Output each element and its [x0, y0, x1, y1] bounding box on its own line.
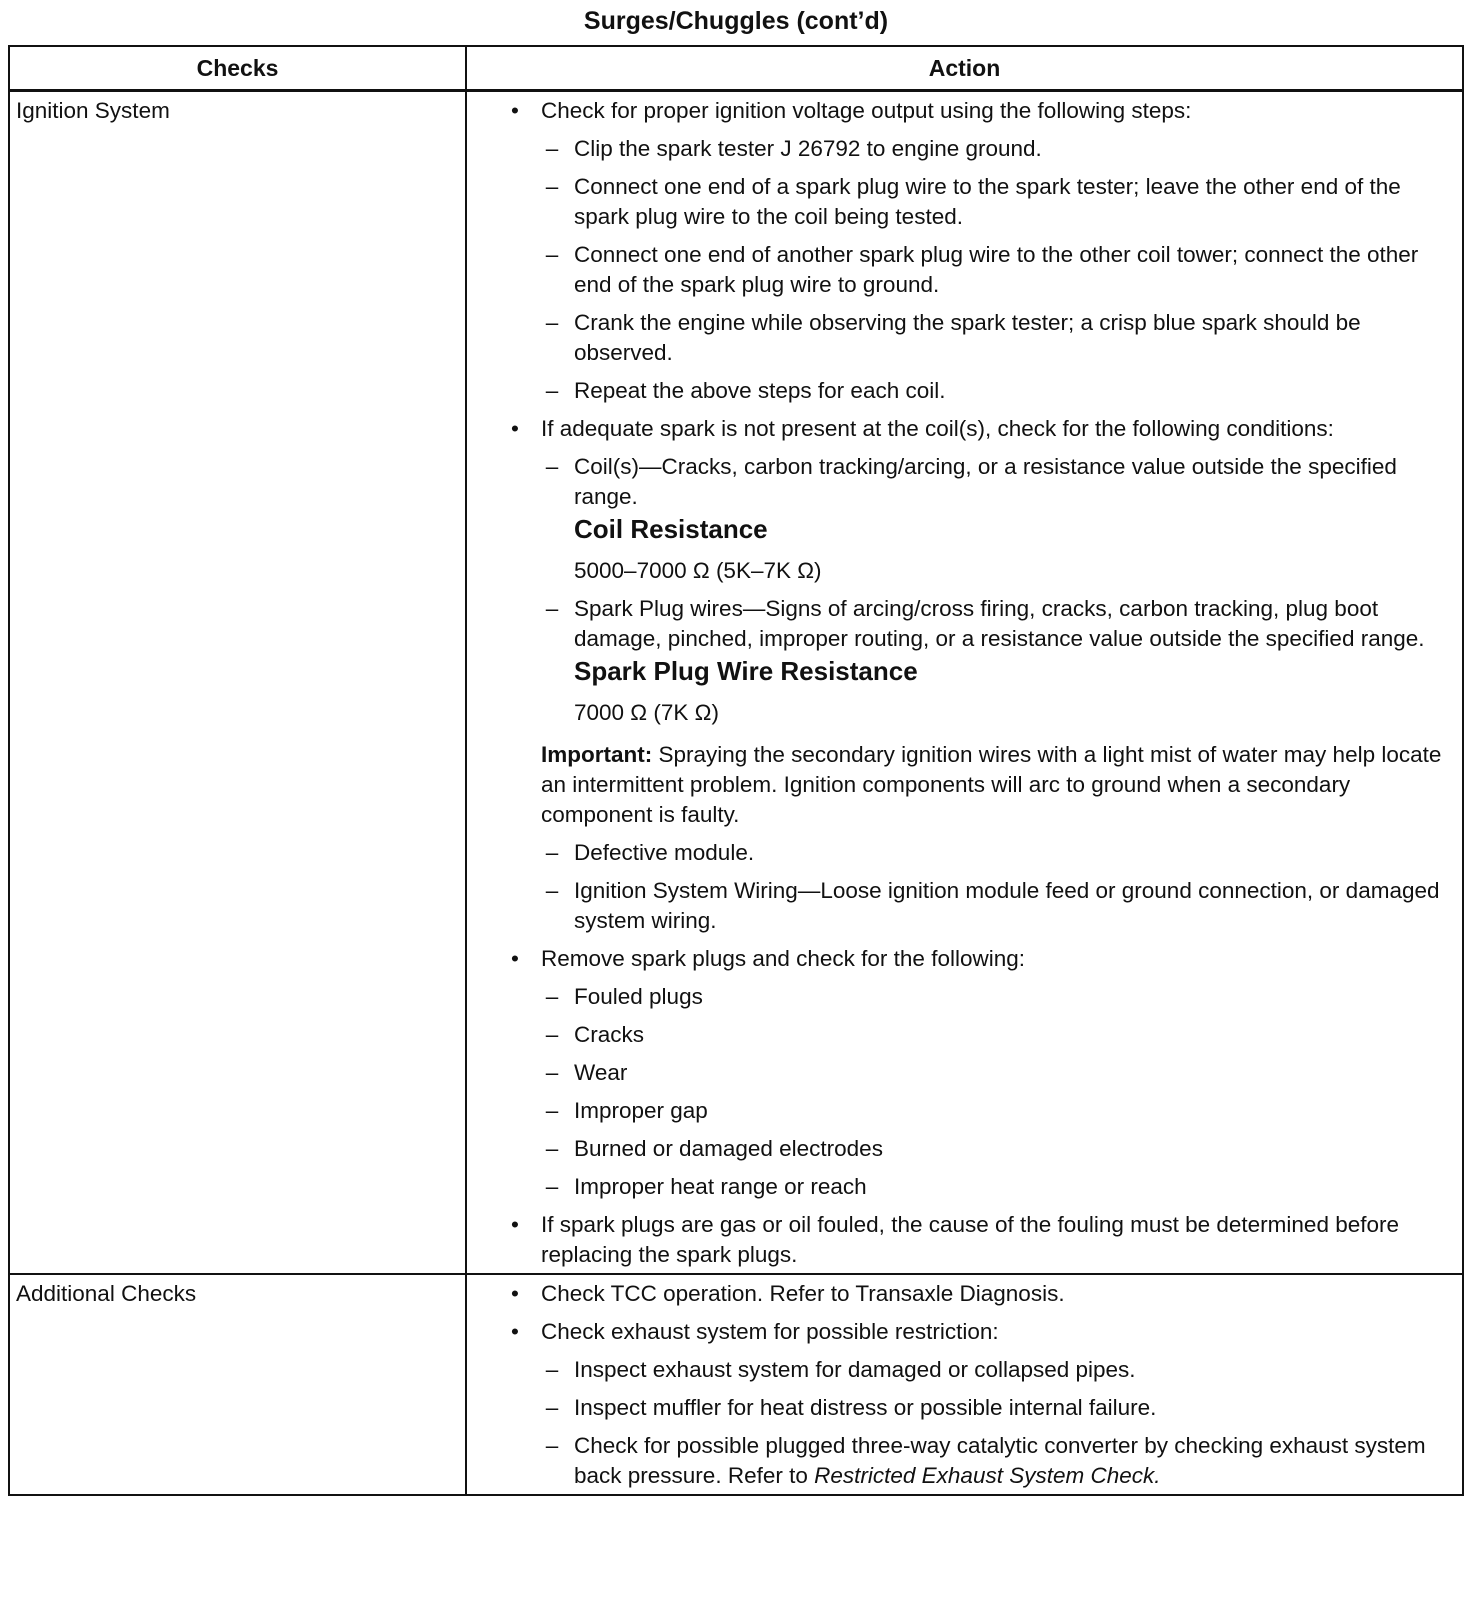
sub-list-item-text: Connect one end of a spark plug wire to the spark tester; leave the other end of the spark plug wire to the coil being tested.	[574, 174, 1401, 229]
important-label: Important:	[541, 742, 653, 767]
dash-icon: –	[545, 878, 559, 903]
sub-list-item-text: Inspect exhaust system for damaged or collapsed pipes.	[574, 1357, 1136, 1382]
sub-list-item	[467, 838, 1452, 868]
sub-list-item-text: Crank the engine while observing the spark tester; a crisp blue spark should be observed.	[574, 310, 1361, 365]
action-cell-ignition-system	[466, 91, 1463, 1275]
list-item-text: Remove spark plugs and check for the following:	[541, 946, 1026, 971]
sub-list-item	[467, 376, 1452, 406]
page-title: Surges/Chuggles (cont’d)	[583, 7, 889, 35]
check-cell-additional-checks: Additional Checks	[9, 1274, 466, 1495]
list-item	[467, 1317, 1452, 1347]
wire-resistance-heading: Spark Plug Wire Resistance	[574, 656, 918, 686]
sub-list-item-text: Wear	[574, 1060, 628, 1085]
bullet-icon: •	[511, 98, 519, 123]
dash-icon: –	[545, 1022, 559, 1047]
sub-list-item	[467, 1431, 1452, 1491]
sub-list-item-text: Improper heat range or reach	[574, 1174, 867, 1199]
sub-list-item	[467, 172, 1452, 232]
sub-list-item-text: Fouled plugs	[574, 984, 703, 1009]
dash-icon: –	[545, 840, 559, 865]
sub-list-item-text: Repeat the above steps for each coil.	[574, 378, 946, 403]
table-header-row	[9, 46, 1463, 91]
sub-list-item	[467, 1172, 1452, 1202]
bullet-icon: •	[511, 946, 519, 971]
dash-icon: –	[545, 310, 559, 335]
coil-resistance-value: 5000–7000 Ω (5K–7K Ω)	[574, 558, 822, 583]
list-item-text: If spark plugs are gas or oil fouled, the cause of the fouling must be determined before replacing the spark plugs.	[541, 1212, 1400, 1267]
list-item	[467, 96, 1452, 126]
list-item-text: Check exhaust system for possible restriction:	[541, 1319, 999, 1344]
dash-icon: –	[545, 174, 559, 199]
sub-list-item	[467, 876, 1452, 936]
dash-icon: –	[545, 1433, 559, 1458]
sub-list-item	[467, 308, 1452, 368]
coil-resistance-heading: Coil Resistance	[574, 514, 768, 544]
dash-icon: –	[545, 136, 559, 161]
sub-list-item-text: Check for possible plugged three-way catalytic converter by checking exhaust system back pressure. Refer to	[574, 1433, 1426, 1488]
sub-list-item	[467, 1355, 1452, 1385]
sub-list-item	[467, 452, 1452, 512]
list-item-text: Check TCC operation. Refer to Transaxle Diagnosis.	[541, 1281, 1065, 1306]
sub-list-item	[467, 594, 1452, 654]
dash-icon: –	[545, 1395, 559, 1420]
sub-list-item-text: Connect one end of another spark plug wire to the other coil tower; connect the other end of the spark plug wire to ground.	[574, 242, 1419, 297]
dash-icon: –	[545, 454, 559, 479]
action-column-header: Action	[466, 46, 1463, 91]
sub-list-item	[467, 1096, 1452, 1126]
sub-list-item-text: Inspect muffler for heat distress or possible internal failure.	[574, 1395, 1157, 1420]
sub-list-item	[467, 240, 1452, 300]
list-item	[467, 414, 1452, 444]
list-item-text: Check for proper ignition voltage output using the following steps:	[541, 98, 1192, 123]
wire-resistance-value: 7000 Ω (7K Ω)	[574, 700, 719, 725]
sub-list-item	[467, 982, 1452, 1012]
checks-column-header: Checks	[9, 46, 466, 91]
table-row-additional-checks	[9, 1274, 1463, 1495]
dash-icon: –	[545, 242, 559, 267]
dash-icon: –	[545, 596, 559, 621]
dash-icon: –	[545, 984, 559, 1009]
list-item	[467, 1210, 1452, 1270]
bullet-icon: •	[511, 416, 519, 441]
sub-list-item-text: Coil(s)—Cracks, carbon tracking/arcing, or a resistance value outside the specified range.	[574, 454, 1397, 509]
sub-list-item	[467, 134, 1452, 164]
important-note	[467, 740, 1452, 830]
dash-icon: –	[545, 1098, 559, 1123]
bullet-icon: •	[511, 1281, 519, 1306]
list-item	[467, 944, 1452, 974]
sub-list-item-text: Defective module.	[574, 840, 755, 865]
dash-icon: –	[545, 1060, 559, 1085]
sub-list-item-text: Cracks	[574, 1022, 645, 1047]
sub-list-item-text: Ignition System Wiring—Loose ignition module feed or ground connection, or damaged system wiring.	[574, 878, 1440, 933]
diagnosis-table	[8, 45, 1464, 1496]
sub-list-item-text: Burned or damaged electrodes	[574, 1136, 883, 1161]
bullet-icon: •	[511, 1212, 519, 1237]
dash-icon: –	[545, 378, 559, 403]
bullet-icon: •	[511, 1319, 519, 1344]
action-cell-additional-checks	[466, 1274, 1463, 1495]
dash-icon: –	[545, 1136, 559, 1161]
restricted-exhaust-reference: Restricted Exhaust System Check.	[814, 1463, 1161, 1488]
sub-list-item	[467, 1393, 1452, 1423]
dash-icon: –	[545, 1357, 559, 1382]
important-text: Spraying the secondary ignition wires with a light mist of water may help locate an intermittent problem. Ignition components will arc to ground when a secondary component is faulty.	[541, 742, 1442, 827]
sub-list-item-text: Spark Plug wires—Signs of arcing/cross firing, cracks, carbon tracking, plug boot damage, pinched, improper routing, or a resistance value outside the specified range.	[574, 596, 1425, 651]
list-item-text: If adequate spark is not present at the coil(s), check for the following conditions:	[541, 416, 1334, 441]
check-cell-ignition-system: Ignition System	[9, 91, 466, 1275]
dash-icon: –	[545, 1174, 559, 1199]
sub-list-item	[467, 1020, 1452, 1050]
list-item	[467, 1279, 1452, 1309]
sub-list-item-text: Improper gap	[574, 1098, 708, 1123]
sub-list-item	[467, 1134, 1452, 1164]
table-row-ignition-system	[9, 91, 1463, 1275]
sub-list-item-text: Clip the spark tester J 26792 to engine ground.	[574, 136, 1042, 161]
sub-list-item	[467, 1058, 1452, 1088]
